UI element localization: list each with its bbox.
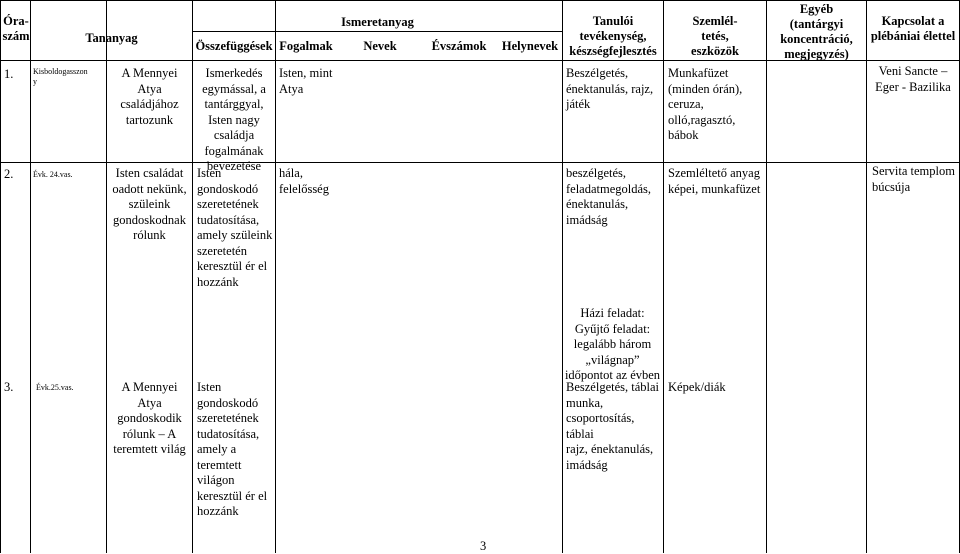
- header-helynevek: Helynevek: [501, 39, 559, 53]
- homework-note: Házi feladat: Gyűjtő feladat: legalább három „világnap” időpontot az évben: [564, 306, 661, 382]
- row2-date: Évk. 24.vas.: [33, 170, 73, 179]
- grid-line: [30, 0, 31, 553]
- header-nevek: Nevek: [363, 39, 397, 53]
- row2-tanuloi: beszélgetés, feladatmegoldás, énektanulás, imádság: [566, 166, 652, 227]
- header-egyeb: Egyéb (tantárgyi koncentráció, megjegyzés): [780, 2, 853, 61]
- header-tananyag: Tananyag: [85, 31, 138, 45]
- grid-line: [0, 0, 960, 1]
- row3-szemleltetes: Képek/diák: [668, 380, 726, 394]
- page-number: 3: [480, 539, 487, 553]
- grid-line: [0, 0, 1, 553]
- grid-line: [275, 0, 276, 553]
- header-tanuloi-tevekenyseg: Tanulói tevékenység, készségfejlesztés: [569, 14, 657, 58]
- row1-osszefuggesek: Ismerkedés egymással, a tantárggyal, Isten nagy családja fogalmának bevezetése: [202, 66, 266, 173]
- header-osszefuggesek: Összefüggések: [195, 39, 273, 53]
- grid-line: [663, 0, 664, 553]
- row2-szemleltetes: Szemléltető anyag képei, munkafüzet: [668, 166, 761, 196]
- row1-num: 1.: [4, 67, 14, 81]
- row2-osszefuggesek: Isten gondoskodó szeretetének tudatosítása, amely szüleink szeretetén keresztül ér el hozzánk: [197, 166, 273, 289]
- row1-tananyag: A Mennyei Atya családjához tartozunk: [120, 66, 179, 127]
- grid-line: [562, 0, 563, 553]
- row3-tananyag: A Mennyei Atya gondoskodik rólunk – A teremtett világ: [113, 380, 186, 456]
- header-evszamok: Évszámok: [431, 39, 487, 53]
- row1-szemleltetes: Munkafüzet (minden órán), ceruza, olló,ragasztó, bábok: [668, 66, 743, 142]
- row3-num: 3.: [4, 380, 14, 394]
- header-ismeretanyag: Ismeretanyag: [341, 15, 414, 29]
- header-kapcsolat: Kapcsolat a plébániai élettel: [870, 14, 956, 43]
- grid-line: [192, 31, 563, 32]
- row2-fogalmak: hála, felelősség: [279, 166, 329, 196]
- header-fogalmak: Fogalmak: [279, 39, 333, 53]
- grid-line: [0, 162, 960, 163]
- row3-tanuloi: Beszélgetés, táblai munka, csoportosítás, táblai rajz, énektanulás, imádság: [566, 380, 660, 472]
- grid-line: [766, 0, 767, 553]
- row3-osszefuggesek: Isten gondoskodó szeretetének tudatosítása, amely a teremtett világon keresztül ér el hozzánk: [197, 380, 268, 518]
- row2-kapcsolat: Servita templom búcsúja: [872, 164, 955, 194]
- row1-date: Kisboldogasszon y: [33, 67, 88, 86]
- row2-tananyag: Isten családat oadott nekünk, szüleink gondoskodnak rólunk: [112, 166, 187, 242]
- row1-fogalmak: Isten, mint Atya: [279, 66, 333, 96]
- row3-date: Évk.25.vas.: [36, 383, 74, 392]
- row1-kapcsolat: Veni Sancte – Eger - Bazilika: [875, 64, 951, 94]
- header-oraszam: Óra- szám: [2, 14, 30, 43]
- row2-num: 2.: [4, 167, 14, 181]
- header-szemleltetes: Szemlél- tetés, eszközök: [691, 14, 739, 58]
- row1-tanuloi: Beszélgetés, énektanulás, rajz, játék: [566, 66, 654, 111]
